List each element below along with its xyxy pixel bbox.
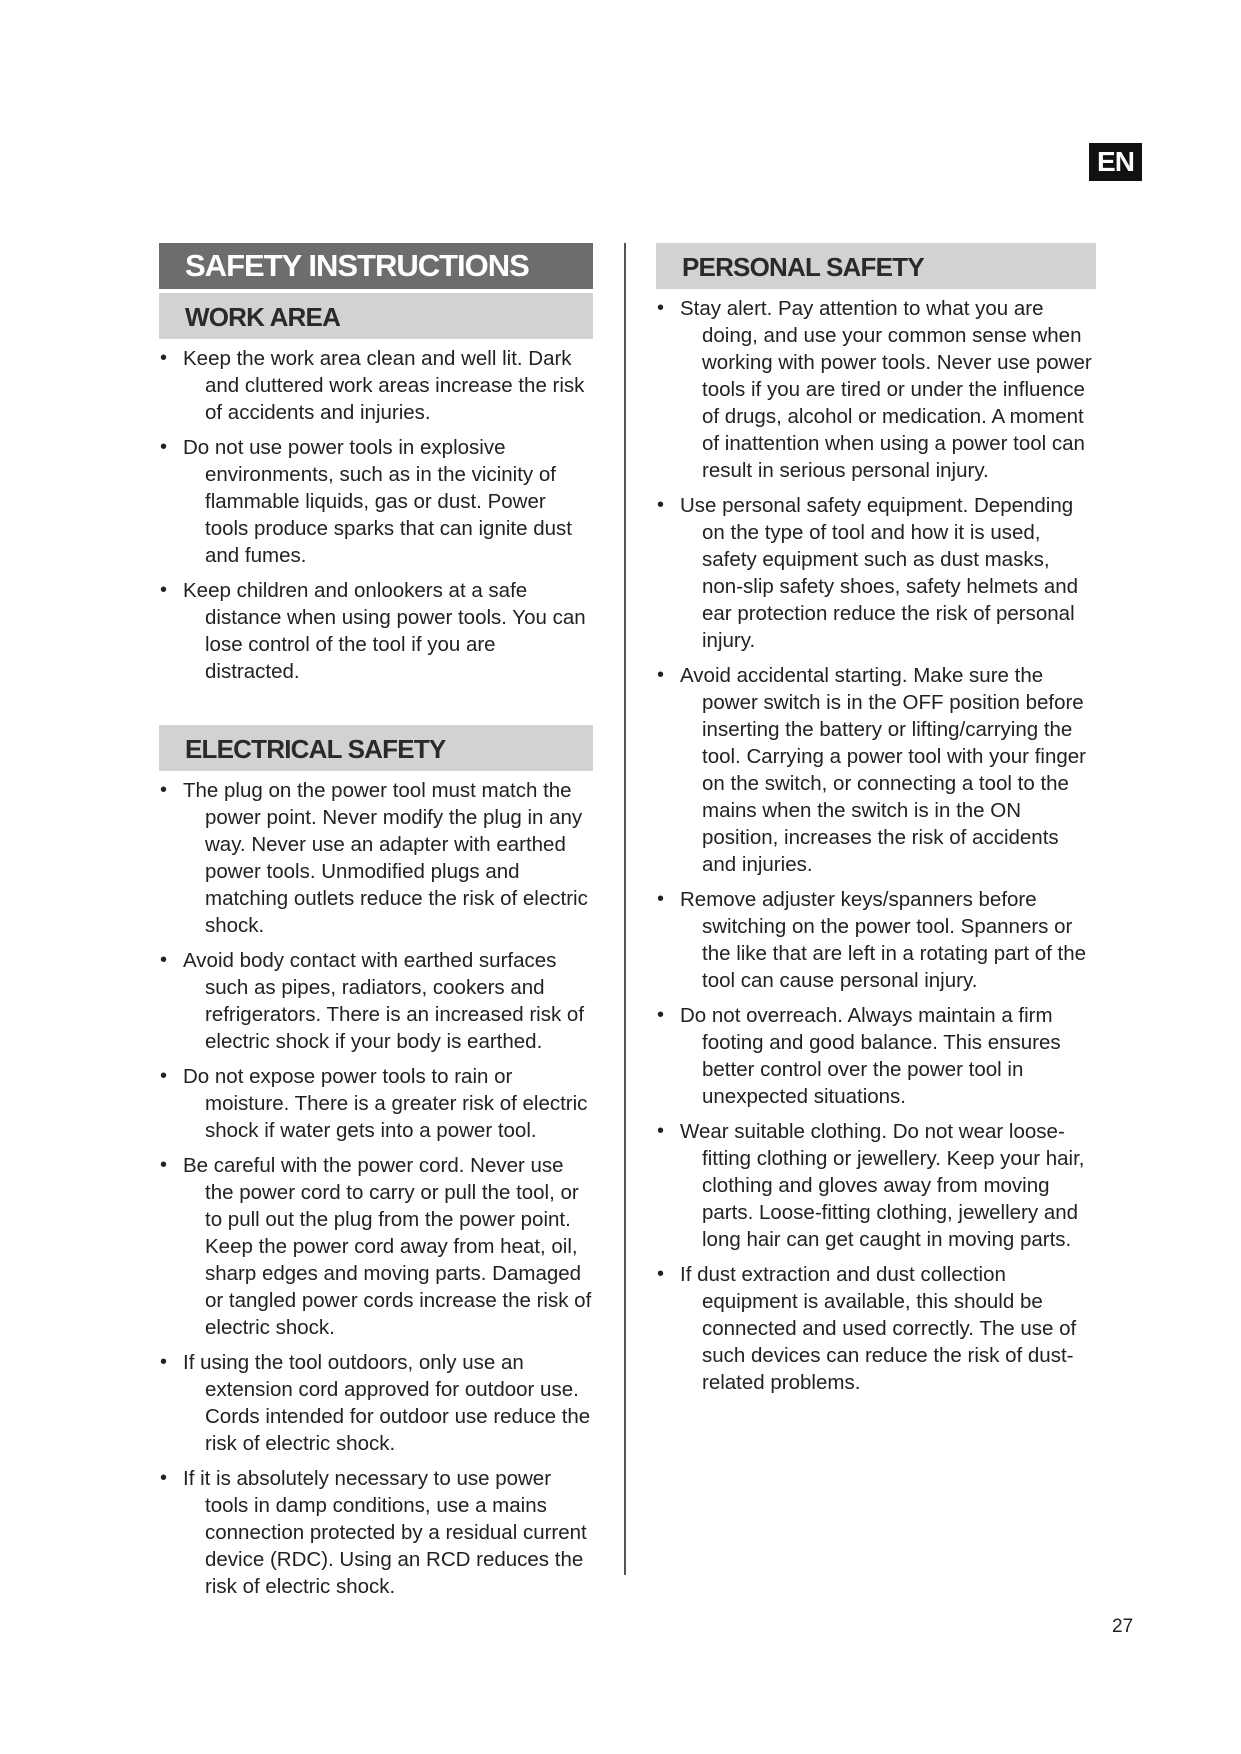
- work-area-list: [159, 345, 593, 685]
- list-item: • If dust extraction and dust collection equipment is available, this should be connected and used correctly. The use of such devices can reduce the risk of dust-related problems.: [656, 1261, 1096, 1396]
- list-item: • Do not expose power tools to rain or moisture. There is a greater risk of electric shock if water gets into a power tool.: [159, 1063, 593, 1144]
- list-item: • Be careful with the power cord. Never use the power cord to carry or pull the tool, or to pull out the plug from the power point. Keep the power cord away from heat, oil, sharp edges and moving parts. Damaged or tangled power cords increase the risk of electric shock.: [159, 1152, 593, 1341]
- section-heading-electrical-safety: ELECTRICAL SAFETY: [159, 725, 593, 771]
- list-item: • Do not use power tools in explosive environments, such as in the vicinity of flammable liquids, gas or dust. Power tools produce sparks that can ignite dust and fumes.: [159, 434, 593, 569]
- list-item: • Remove adjuster keys/spanners before switching on the power tool. Spanners or the like that are left in a rotating part of the tool can cause personal injury.: [656, 886, 1096, 994]
- page-title: SAFETY INSTRUCTIONS: [159, 243, 593, 289]
- list-item: • Avoid body contact with earthed surfaces such as pipes, radiators, cookers and refrigerators. There is an increased risk of electric shock if your body is earthed.: [159, 947, 593, 1055]
- electrical-safety-list: [159, 777, 593, 1600]
- list-item: • The plug on the power tool must match the power point. Never modify the plug in any way. Never use an adapter with earthed power tools. Unmodified plugs and matching outlets reduce the risk of electric shock.: [159, 777, 593, 939]
- personal-safety-list: [656, 295, 1096, 1396]
- page-number: 27: [1112, 1616, 1134, 1637]
- list-item: • If using the tool outdoors, only use an extension cord approved for outdoor use. Cords intended for outdoor use reduce the risk of electric shock.: [159, 1349, 593, 1457]
- list-item: • Stay alert. Pay attention to what you are doing, and use your common sense when working with power tools. Never use power tools if you are tired or under the influence of drugs, alcohol or medication. A moment of inattention when using a power tool can result in serious personal injury.: [656, 295, 1096, 484]
- left-column: [159, 243, 593, 1608]
- list-item: • Avoid accidental starting. Make sure the power switch is in the OFF position before inserting the battery or lifting/carrying the tool. Carrying a power tool with your finger on the switch, or connecting a tool to the mains when the switch is in the ON position, increases the risk of accidents and injuries.: [656, 662, 1096, 878]
- column-divider: [624, 243, 626, 1575]
- list-item: • Wear suitable clothing. Do not wear loose-fitting clothing or jewellery. Keep your hair, clothing and gloves away from moving parts. Loose-fitting clothing, jewellery and long hair can get caught in moving parts.: [656, 1118, 1096, 1253]
- section-heading-work-area: WORK AREA: [159, 293, 593, 339]
- section-heading-personal-safety: PERSONAL SAFETY: [656, 243, 1096, 289]
- list-item: • Keep the work area clean and well lit. Dark and cluttered work areas increase the risk of accidents and injuries.: [159, 345, 593, 426]
- list-item: • If it is absolutely necessary to use power tools in damp conditions, use a mains connection protected by a residual current device (RDC). Using an RCD reduces the risk of electric shock.: [159, 1465, 593, 1600]
- list-item: • Do not overreach. Always maintain a firm footing and good balance. This ensures better control over the power tool in unexpected situations.: [656, 1002, 1096, 1110]
- right-column: [656, 243, 1096, 1404]
- list-item: • Keep children and onlookers at a safe distance when using power tools. You can lose control of the tool if you are distracted.: [159, 577, 593, 685]
- language-badge: EN: [1089, 143, 1142, 181]
- list-item: • Use personal safety equipment. Depending on the type of tool and how it is used, safety equipment such as dust masks, non-slip safety shoes, safety helmets and ear protection reduce the risk of personal injury.: [656, 492, 1096, 654]
